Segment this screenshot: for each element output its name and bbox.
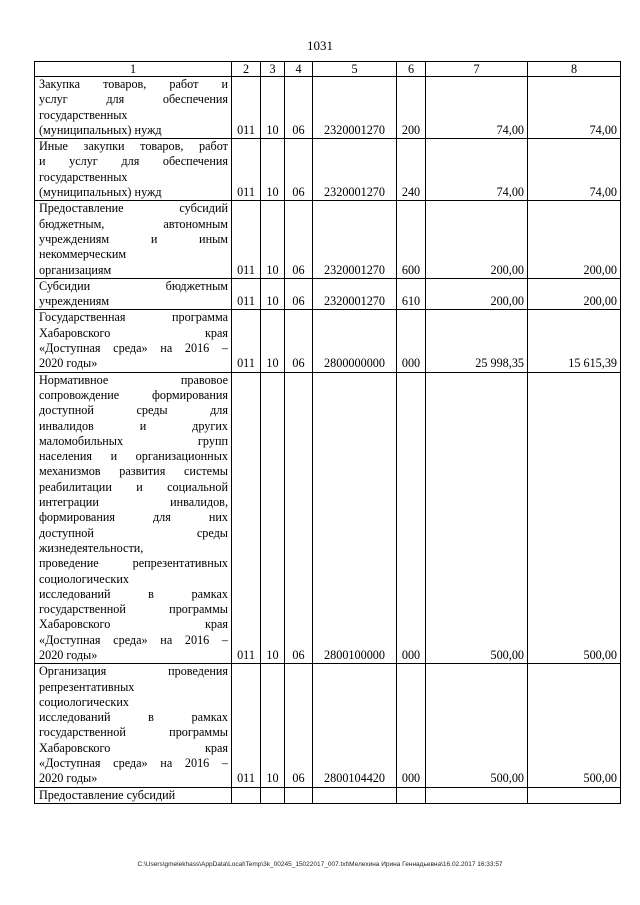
subsection-code: 06 — [285, 139, 313, 201]
row-name-line: Государственная программа — [39, 310, 228, 325]
amount-year-2: 74,00 — [528, 77, 621, 139]
row-name-line: бюджетным, автономным — [39, 216, 228, 231]
amount-year-1: 500,00 — [426, 664, 528, 787]
subsection-code: 06 — [285, 77, 313, 139]
admin-code: 011 — [232, 201, 261, 278]
row-name-line: Предоставление субсидий — [39, 201, 228, 216]
row-name-line: Хабаровского края — [39, 740, 228, 755]
table-row — [35, 77, 621, 139]
column-header: 6 — [397, 62, 426, 77]
column-header: 1 — [35, 62, 232, 77]
target-article-code: 2320001270 — [313, 77, 397, 139]
row-name-line: государственной программы — [39, 602, 228, 617]
amount-year-2 — [528, 787, 621, 803]
section-code: 10 — [261, 310, 285, 372]
subsection-code: 06 — [285, 372, 313, 664]
row-name-line: Закупка товаров, работ и — [39, 77, 228, 91]
expense-type-code: 200 — [397, 77, 426, 139]
row-name-line: организациям — [39, 262, 112, 277]
row-name-line: населения и организационных — [39, 449, 228, 464]
row-name — [35, 372, 232, 664]
amount-year-2: 500,00 — [528, 372, 621, 664]
target-article-code: 2800100000 — [313, 372, 397, 664]
amount-year-1: 74,00 — [426, 77, 528, 139]
row-name — [35, 77, 232, 139]
expense-type-code: 610 — [397, 278, 426, 310]
row-name-line: государственной программы — [39, 725, 228, 740]
row-name-line: учреждениям и иным — [39, 231, 228, 246]
section-code: 10 — [261, 139, 285, 201]
table-row — [35, 201, 621, 278]
row-name-line: Организация проведения — [39, 664, 228, 679]
row-name-line: Хабаровского края — [39, 617, 228, 632]
section-code — [261, 787, 285, 803]
row-name-line: социологических — [39, 694, 129, 709]
admin-code — [232, 787, 261, 803]
row-name-line: интеграции инвалидов, — [39, 495, 228, 510]
row-name-line: «Доступная среда» на 2016 – — [39, 632, 228, 647]
table-body — [35, 62, 621, 804]
row-name — [35, 787, 232, 803]
column-header: 4 — [285, 62, 313, 77]
target-article-code: 2320001270 — [313, 278, 397, 310]
row-name-line: доступной среды — [39, 525, 228, 540]
target-article-code — [313, 787, 397, 803]
row-name-line: Субсидии бюджетным — [39, 278, 228, 293]
row-name — [35, 201, 232, 278]
file-path-footer: C:\Users\gmelekhass\AppData\Local\Temp\3k_00245_15022017_007.txt\Мелехина Ирина Геннадьевна\16.02.2017 16:33:57 — [137, 861, 503, 868]
target-article-code: 2800104420 — [313, 664, 397, 787]
column-header: 5 — [313, 62, 397, 77]
row-name-line: «Доступная среда» на 2016 – — [39, 341, 228, 356]
budget-table — [34, 61, 621, 804]
target-article-code: 2800000000 — [313, 310, 397, 372]
row-name-line: сопровождение формирования — [39, 387, 228, 402]
row-name-line: проведение репрезентативных — [39, 556, 228, 571]
row-name-line: «Доступная среда» на 2016 – — [39, 756, 228, 771]
column-header: 8 — [528, 62, 621, 77]
amount-year-2: 15 615,39 — [528, 310, 621, 372]
row-name-line: социологических — [39, 571, 129, 586]
row-name-line: государственных — [39, 169, 128, 184]
amount-year-2: 74,00 — [528, 139, 621, 201]
row-name-line: (муниципальных) нужд — [39, 185, 162, 200]
table-row — [35, 372, 621, 664]
row-name-line: жизнедеятельности, — [39, 540, 144, 555]
row-name-line: доступной среды для — [39, 403, 228, 418]
subsection-code: 06 — [285, 278, 313, 310]
row-name-line: формирования для них — [39, 510, 228, 525]
row-name-line: 2020 годы» — [39, 647, 98, 662]
amount-year-1 — [426, 787, 528, 803]
column-header: 3 — [261, 62, 285, 77]
table-row — [35, 310, 621, 372]
row-name-line: 2020 годы» — [39, 771, 98, 786]
row-name-line: механизмов развития системы — [39, 464, 228, 479]
section-code: 10 — [261, 201, 285, 278]
row-name-line: услуг для обеспечения — [39, 92, 228, 107]
section-code: 10 — [261, 372, 285, 664]
subsection-code — [285, 787, 313, 803]
amount-year-2: 500,00 — [528, 664, 621, 787]
amount-year-1: 25 998,35 — [426, 310, 528, 372]
row-name-line: маломобильных групп — [39, 433, 228, 448]
expense-type-code: 000 — [397, 310, 426, 372]
admin-code: 011 — [232, 372, 261, 664]
row-name-line: исследований в рамках — [39, 586, 228, 601]
target-article-code: 2320001270 — [313, 201, 397, 278]
amount-year-1: 74,00 — [426, 139, 528, 201]
row-name — [35, 310, 232, 372]
admin-code: 011 — [232, 278, 261, 310]
table-row — [35, 664, 621, 787]
section-code: 10 — [261, 664, 285, 787]
row-name-line: учреждениям — [39, 294, 110, 309]
table-row — [35, 278, 621, 310]
admin-code: 011 — [232, 77, 261, 139]
section-code: 10 — [261, 77, 285, 139]
column-header: 7 — [426, 62, 528, 77]
amount-year-1: 200,00 — [426, 278, 528, 310]
amount-year-2: 200,00 — [528, 278, 621, 310]
row-name-line: инвалидов и других — [39, 418, 228, 433]
subsection-code: 06 — [285, 201, 313, 278]
target-article-code: 2320001270 — [313, 139, 397, 201]
amount-year-1: 200,00 — [426, 201, 528, 278]
row-name — [35, 664, 232, 787]
row-name-line: Предоставление субсидий — [39, 787, 176, 802]
row-name-line: Иные закупки товаров, работ — [39, 139, 228, 154]
table-row — [35, 139, 621, 201]
expense-type-code — [397, 787, 426, 803]
row-name-line: исследований в рамках — [39, 710, 228, 725]
row-name — [35, 139, 232, 201]
page-number: 1031 — [307, 38, 333, 53]
admin-code: 011 — [232, 139, 261, 201]
row-name-line: государственных — [39, 107, 128, 122]
subsection-code: 06 — [285, 310, 313, 372]
column-header-row — [35, 62, 621, 77]
column-header: 2 — [232, 62, 261, 77]
expense-type-code: 000 — [397, 372, 426, 664]
row-name-line: некоммерческим — [39, 247, 127, 262]
row-name-line: Нормативное правовое — [39, 372, 228, 387]
expense-type-code: 000 — [397, 664, 426, 787]
table-row — [35, 787, 621, 803]
section-code: 10 — [261, 278, 285, 310]
expense-type-code: 240 — [397, 139, 426, 201]
subsection-code: 06 — [285, 664, 313, 787]
row-name-line: реабилитации и социальной — [39, 479, 228, 494]
row-name-line: и услуг для обеспечения — [39, 154, 228, 169]
row-name-line: Хабаровского края — [39, 325, 228, 340]
amount-year-2: 200,00 — [528, 201, 621, 278]
row-name-line: 2020 годы» — [39, 356, 98, 371]
row-name — [35, 278, 232, 310]
admin-code: 011 — [232, 310, 261, 372]
expense-type-code: 600 — [397, 201, 426, 278]
amount-year-1: 500,00 — [426, 372, 528, 664]
admin-code: 011 — [232, 664, 261, 787]
row-name-line: (муниципальных) нужд — [39, 122, 162, 137]
row-name-line: репрезентативных — [39, 679, 135, 694]
